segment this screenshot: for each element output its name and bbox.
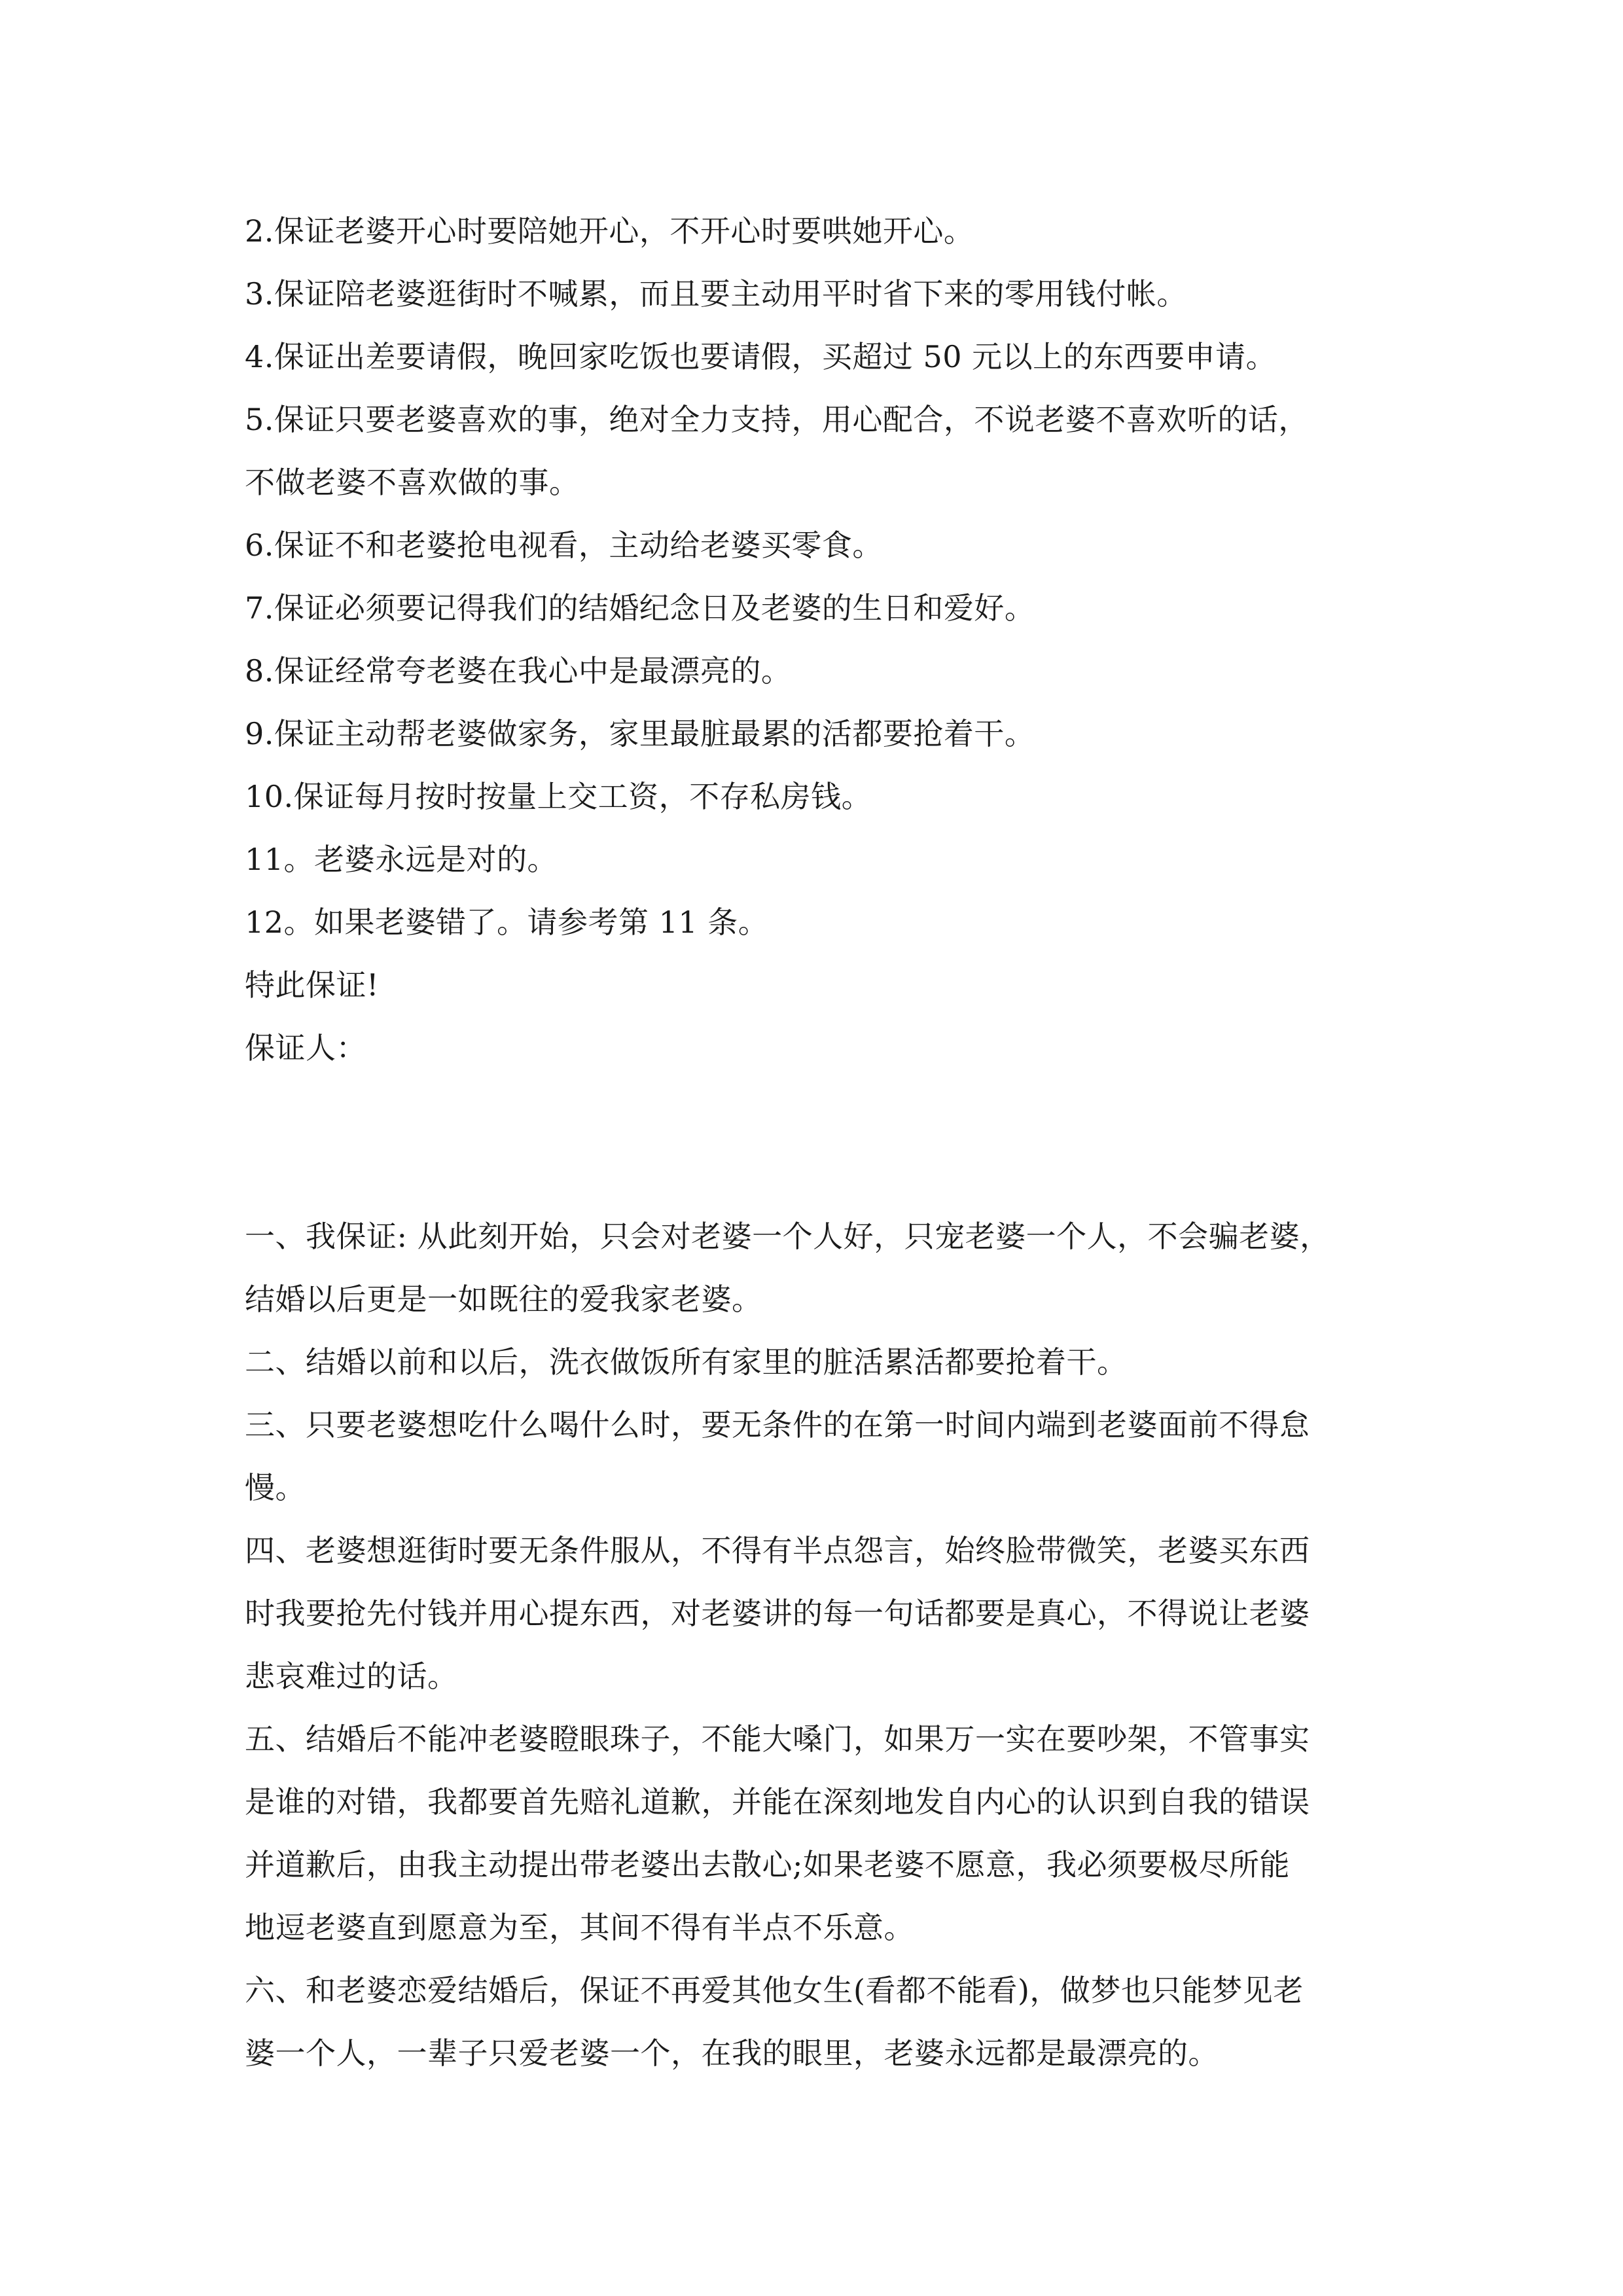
pledge-clause-5-continued-2: 并道歉后，由我主动提出带老婆出去散心;如果老婆不愿意，我必须要极尽所能 (245, 1847, 1290, 1882)
pledge-clause-5: 五、结婚后不能冲老婆瞪眼珠子，不能大嗓门，如果万一实在要吵架，不管事实 (245, 1721, 1310, 1757)
pledge-clause-3: 三、只要老婆想吃什么喝什么时，要无条件的在第一时间内端到老婆面前不得怠 (245, 1407, 1310, 1443)
pledge-item-6: 6.保证不和老婆抢电视看，主动给老婆买零食。 (245, 528, 883, 563)
section-spacer (245, 1079, 1383, 1205)
pledge-clause-2: 二、结婚以前和以后，洗衣做饭所有家里的脏活累活都要抢着干。 (245, 1344, 1128, 1380)
pledge-item-2: 2.保证老婆开心时要陪她开心，不开心时要哄她开心。 (245, 213, 974, 249)
pledge-list-section (245, 200, 1383, 1079)
pledge-clause-5-continued-1: 是谁的对错，我都要首先赔礼道歉，并能在深刻地发自内心的认识到自我的错误 (245, 1784, 1310, 1820)
pledge-item-3: 3.保证陪老婆逛街时不喊累，而且要主动用平时省下来的零用钱付帐。 (245, 276, 1187, 312)
pledge-numbered-section (245, 1205, 1383, 2085)
signature-label: 保证人： (245, 1030, 366, 1066)
pledge-item-12: 12。如果老婆错了。请参考第 11 条。 (245, 905, 769, 940)
pledge-clause-4-continued-2: 悲哀难过的话。 (245, 1659, 458, 1694)
pledge-clause-1: 一、我保证: 从此刻开始，只会对老婆一个人好，只宠老婆一个人，不会骗老婆， (245, 1219, 1330, 1254)
pledge-item-11: 11。老婆永远是对的。 (245, 842, 558, 877)
closing-statement: 特此保证! (245, 967, 379, 1003)
pledge-clause-6-continued: 婆一个人，一辈子只爱老婆一个，在我的眼里，老婆永远都是最漂亮的。 (245, 2036, 1219, 2071)
pledge-clause-4: 四、老婆想逛街时要无条件服从，不得有半点怨言，始终脸带微笑，老婆买东西 (245, 1533, 1310, 1568)
document-body (245, 200, 1383, 2085)
pledge-item-8: 8.保证经常夸老婆在我心中是最漂亮的。 (245, 653, 792, 689)
pledge-item-5-continued: 不做老婆不喜欢做的事。 (245, 465, 580, 500)
pledge-clause-6: 六、和老婆恋爱结婚后，保证不再爱其他女生(看都不能看)，做梦也只能梦见老 (245, 1973, 1304, 2008)
pledge-clause-3-continued: 慢。 (245, 1470, 306, 1505)
pledge-item-9: 9.保证主动帮老婆做家务，家里最脏最累的活都要抢着干。 (245, 716, 1035, 751)
pledge-clause-1-continued: 结婚以后更是一如既往的爱我家老婆。 (245, 1282, 762, 1317)
pledge-item-10: 10.保证每月按时按量上交工资，不存私房钱。 (245, 779, 872, 814)
pledge-item-4: 4.保证出差要请假，晚回家吃饭也要请假，买超过 50 元以上的东西要申请。 (245, 339, 1277, 374)
pledge-clause-5-continued-3: 地逗老婆直到愿意为至，其间不得有半点不乐意。 (245, 1910, 914, 1945)
pledge-item-7: 7.保证必须要记得我们的结婚纪念日及老婆的生日和爱好。 (245, 590, 1035, 626)
pledge-item-5: 5.保证只要老婆喜欢的事，绝对全力支持，用心配合，不说老婆不喜欢听的话， (245, 402, 1309, 437)
pledge-clause-4-continued-1: 时我要抢先付钱并用心提东西，对老婆讲的每一句话都要是真心，不得说让老婆 (245, 1596, 1310, 1631)
